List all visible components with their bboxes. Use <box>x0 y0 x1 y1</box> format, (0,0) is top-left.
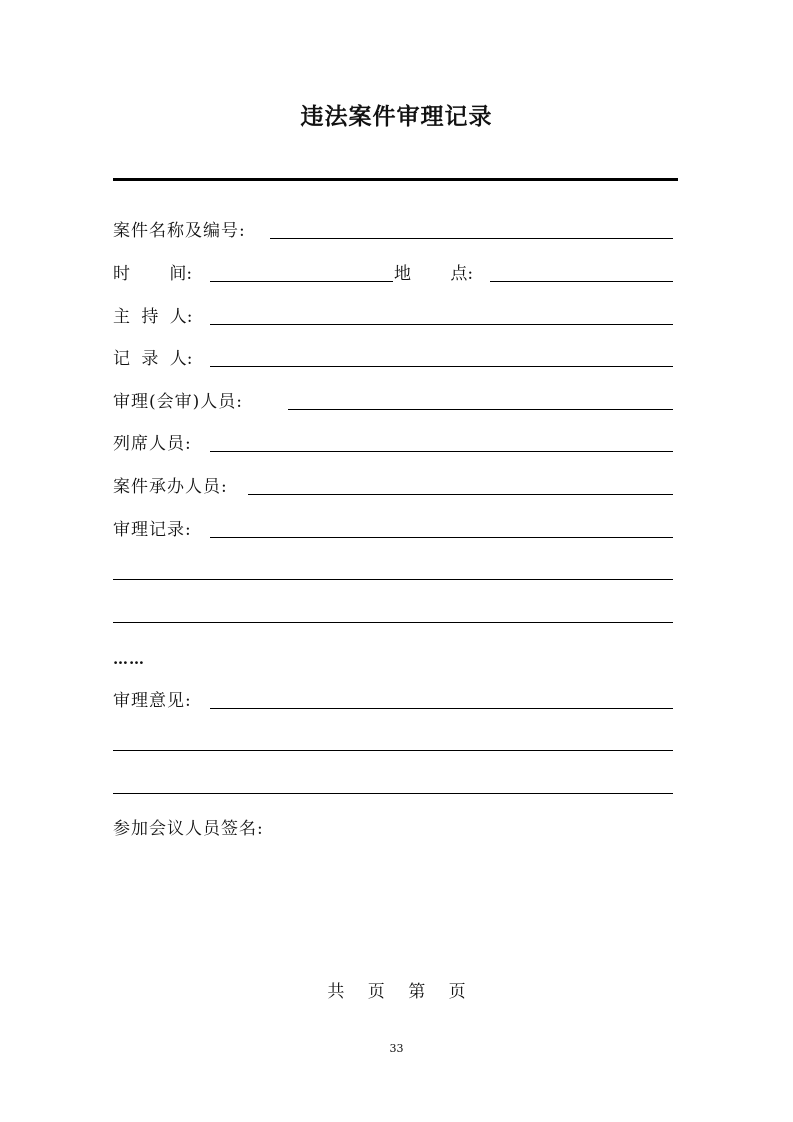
reviewers-line <box>288 409 673 410</box>
review-opinion-line-3 <box>113 793 673 794</box>
place-line <box>490 281 673 282</box>
review-record-line-3 <box>113 622 673 623</box>
page-number: 33 <box>389 1042 404 1055</box>
case-name-line <box>270 238 673 239</box>
case-name-label: 案件名称及编号: <box>113 221 246 241</box>
place-label: 地 点: <box>394 264 474 284</box>
host-line <box>210 324 673 325</box>
page-count: 共 页 第 页 <box>327 982 466 1002</box>
review-record-label: 审理记录: <box>113 520 192 540</box>
recorder-line <box>210 366 673 367</box>
review-opinion-line-1 <box>210 708 673 709</box>
case-handlers-label: 案件承办人员: <box>113 477 228 497</box>
continuation-ellipsis: …… <box>113 650 145 668</box>
case-handlers-line <box>248 494 673 495</box>
time-line <box>210 281 393 282</box>
page-title: 违法案件审理记录 <box>300 103 493 130</box>
signatures-label: 参加会议人员签名: <box>113 819 264 839</box>
time-label: 时 间: <box>113 264 193 284</box>
review-opinion-line-2 <box>113 750 673 751</box>
attendees-label: 列席人员: <box>113 434 192 454</box>
title-rule <box>113 178 678 181</box>
attendees-line <box>210 451 673 452</box>
review-record-line-2 <box>113 579 673 580</box>
review-record-line-1 <box>210 537 673 538</box>
review-opinion-label: 审理意见: <box>113 691 192 711</box>
recorder-label: 记 录 人: <box>113 349 193 369</box>
reviewers-label: 审理(会审)人员: <box>113 392 243 412</box>
host-label: 主 持 人: <box>113 307 193 327</box>
